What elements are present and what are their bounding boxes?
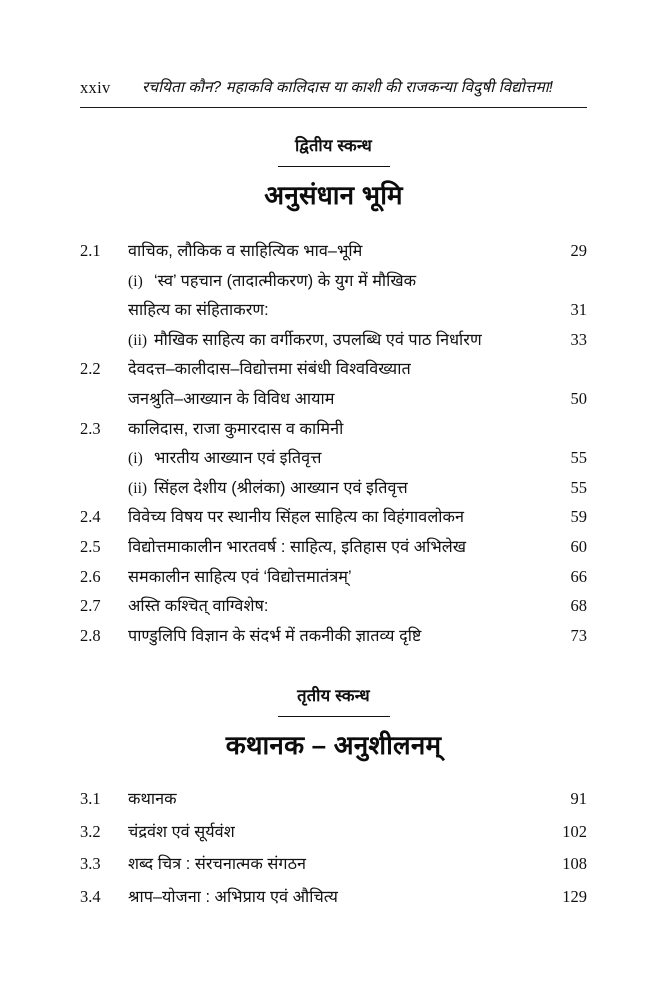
toc-entry-number: 3.4 <box>80 886 101 906</box>
toc-entry-number: 2.8 <box>80 625 101 645</box>
toc-entry-label: साहित्य का संहिताकरण: <box>128 301 269 320</box>
toc-row[interactable] <box>80 243 587 273</box>
running-header <box>80 78 587 108</box>
skandha-title: अनुसंधान भूमि <box>264 179 403 210</box>
toc-entry-title <box>128 243 541 259</box>
skandha-title: कथानक – अनुशीलनम् <box>225 729 442 760</box>
running-header-title: रचयिता कौन? महाकवि कालिदास या काशी की राजकन्या विदुषी विद्योत्तमा! <box>142 79 554 96</box>
toc-page-number: 68 <box>570 596 587 616</box>
heading-rule <box>278 716 390 717</box>
toc-page-number: 91 <box>570 789 587 808</box>
toc-row[interactable] <box>80 536 587 569</box>
toc-entry-title <box>128 791 541 807</box>
toc-entry-number: 2.4 <box>80 507 101 527</box>
toc-entry-label: देवदत्त–कालीदास–विद्योत्तमा संबंधी विश्वविख्यात <box>128 360 411 379</box>
heading-rule <box>278 166 390 167</box>
toc-entry-number: 2.3 <box>80 418 101 438</box>
toc-entry-title <box>128 889 541 905</box>
toc-entry-number: 2.5 <box>80 536 101 556</box>
toc-row[interactable] <box>80 273 587 303</box>
toc-entry-number: 2.6 <box>80 566 101 586</box>
toc-page-number: 60 <box>570 536 587 556</box>
toc-subentry-marker: (i) <box>128 450 143 468</box>
toc-row[interactable] <box>80 450 587 480</box>
toc-page-number: 29 <box>570 241 587 260</box>
toc-entry-title <box>128 569 541 585</box>
toc-page-number: 59 <box>570 507 587 527</box>
toc-entry-title <box>128 332 541 349</box>
toc-entry-number: 3.1 <box>80 789 101 808</box>
toc-list-section-2 <box>80 243 587 657</box>
toc-entry-label: विद्योत्तमाकालीन भारतवर्ष : साहित्य, इतिहास एवं अभिलेख <box>128 537 467 556</box>
toc-page-number: 55 <box>570 448 587 468</box>
toc-page-number: 50 <box>570 388 587 408</box>
toc-entry-label: भारतीय आख्यान एवं इतिवृत्त <box>154 449 322 468</box>
toc-entry-title <box>128 539 541 555</box>
skandha-label: तृतीय स्कन्ध <box>297 687 370 705</box>
toc-page-number: 55 <box>570 477 587 497</box>
toc-page-number: 31 <box>570 300 587 320</box>
toc-entry-title <box>128 391 541 407</box>
toc-entry-label: समकालीन साहित्य एवं ‘विद्योत्तमातंत्रम्’ <box>128 567 352 586</box>
toc-list-section-3 <box>80 791 587 921</box>
section-heading-3 <box>0 686 667 761</box>
toc-page-number: 66 <box>570 566 587 586</box>
toc-row[interactable] <box>80 329 587 362</box>
toc-page-number: 129 <box>562 886 587 906</box>
toc-entry-title <box>128 450 541 467</box>
toc-row[interactable] <box>80 361 587 391</box>
toc-entry-label: मौखिक साहित्य का वर्गीकरण, उपलब्धि एवं पाठ निर्धारण <box>154 330 482 349</box>
toc-row[interactable] <box>80 388 587 421</box>
toc-page-number: 73 <box>570 625 587 645</box>
toc-row[interactable] <box>80 856 587 889</box>
toc-entry-title <box>128 509 541 525</box>
toc-entry-label: शब्द चित्र : संरचनात्मक संगठन <box>128 855 307 873</box>
toc-entry-title <box>128 856 541 872</box>
toc-subentry-marker: (ii) <box>128 479 148 497</box>
toc-entry-label: अस्ति कश्चित् वाग्विशेष: <box>128 597 269 616</box>
toc-entry-number: 2.1 <box>80 241 101 260</box>
toc-entry-title <box>128 421 541 437</box>
toc-row[interactable] <box>80 625 587 658</box>
toc-row[interactable] <box>80 566 587 599</box>
toc-entry-label: पाण्डुलिपि विज्ञान के संदर्भ में तकनीकी ज्ञातव्य दृष्टि <box>128 626 422 645</box>
toc-entry-label: कथानक <box>128 790 177 808</box>
toc-row[interactable] <box>80 477 587 510</box>
folio-number: xxiv <box>80 78 111 97</box>
toc-row[interactable] <box>80 598 587 628</box>
toc-entry-title <box>128 480 541 497</box>
toc-entry-number: 2.2 <box>80 359 101 379</box>
toc-subentry-marker: (i) <box>128 272 143 290</box>
toc-entry-label: श्राप–योजना : अभिप्राय एवं औचित्य <box>128 887 338 906</box>
toc-entry-number: 3.2 <box>80 821 101 841</box>
toc-row[interactable] <box>80 509 587 539</box>
toc-row[interactable] <box>80 302 587 332</box>
toc-row[interactable] <box>80 886 587 922</box>
toc-entry-title <box>128 598 541 614</box>
toc-page-number: 102 <box>562 821 587 841</box>
section-heading-2 <box>0 136 667 211</box>
toc-entry-title <box>128 361 541 377</box>
toc-entry-title <box>128 302 541 318</box>
toc-row[interactable] <box>80 791 587 824</box>
toc-entry-title <box>128 628 541 644</box>
toc-entry-number: 3.3 <box>80 854 101 873</box>
toc-subentry-marker: (ii) <box>128 331 148 349</box>
toc-entry-title <box>128 273 541 290</box>
toc-entry-title <box>128 824 541 840</box>
toc-entry-number: 2.7 <box>80 596 101 616</box>
toc-entry-label: जनश्रुति–आख्यान के विविध आयाम <box>128 389 335 408</box>
toc-page-number: 108 <box>562 854 587 873</box>
toc-entry-label: वाचिक, लौकिक व साहित्यिक भाव–भूमि <box>128 242 363 260</box>
toc-entry-label: सिंहल देशीय (श्रीलंका) आख्यान एवं इतिवृत्त <box>154 478 408 497</box>
toc-row[interactable] <box>80 821 587 857</box>
toc-row[interactable] <box>80 418 587 451</box>
toc-entry-label: कालिदास, राजा कुमारदास व कामिनी <box>128 419 344 438</box>
toc-entry-label: ‘स्व’ पहचान (तादात्मीकरण) के युग में मौखिक <box>154 271 417 290</box>
toc-entry-label: विवेच्य विषय पर स्थानीय सिंहल साहित्य का विहंगावलोकन <box>128 508 465 527</box>
skandha-label: द्वितीय स्कन्ध <box>294 137 372 155</box>
toc-page-number: 33 <box>570 329 587 349</box>
toc-entry-label: चंद्रवंश एवं सूर्यवंश <box>128 822 235 841</box>
